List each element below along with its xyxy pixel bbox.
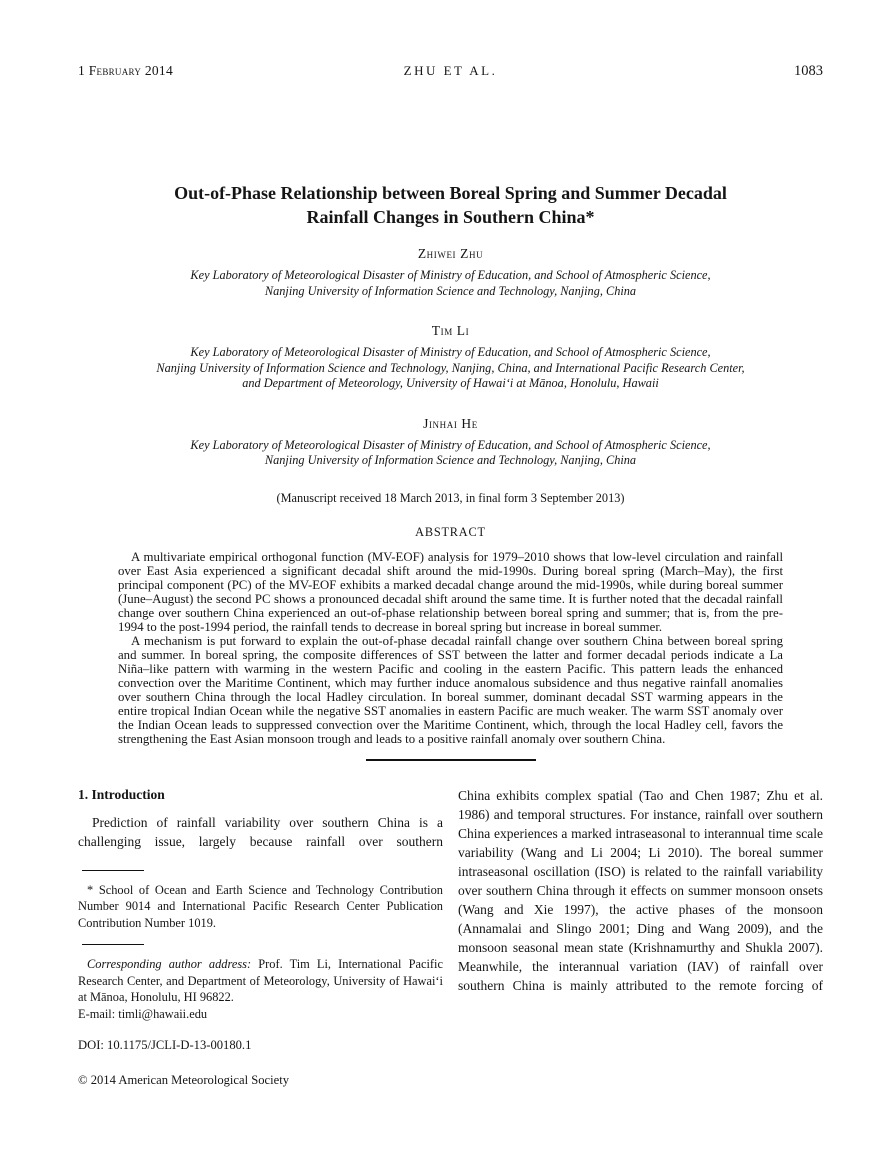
abstract-body (118, 550, 783, 746)
affiliation-line: Nanjing University of Information Science and Technology, Nanjing, China (264, 283, 637, 298)
author-affiliation-li (78, 345, 823, 392)
affiliation-line: and Department of Meteorology, University of Hawai‘i at Mānoa, Honolulu, Hawaii (242, 376, 659, 390)
footnote-rule-1 (82, 870, 144, 871)
affiliation-line: Key Laboratory of Meteorological Disaster of Ministry of Education, and School of Atmospheric Science, (190, 268, 711, 282)
author-affiliation-he (78, 438, 823, 469)
author-name-li: Tim Li (431, 323, 470, 338)
article-body-columns (78, 786, 823, 1089)
author-name-he: Jinhai He (423, 415, 478, 431)
abstract-divider (366, 759, 536, 761)
section-heading-introduction: 1. Introduction (78, 786, 165, 802)
affiliation-line: Nanjing University of Information Science and Technology, Nanjing, China (264, 453, 637, 467)
affiliation-line: Key Laboratory of Meteorological Disaster of Ministry of Education, and School of Atmospheric Science, (190, 345, 711, 359)
contribution-footnote: * School of Ocean and Earth Science and Technology Contribution Number 9014 and International Pacific Research Center Publication Contribution Number 1019. (78, 882, 443, 930)
corresponding-author-label: Corresponding author address: (87, 957, 252, 971)
affiliation-line: Nanjing University of Information Science and Technology, Nanjing, China, and International Pacific Research Center, (156, 360, 745, 375)
article-title-line-2: Rainfall Changes in Southern China* (306, 207, 595, 227)
left-column (78, 786, 443, 1089)
abstract-paragraph-2: A mechanism is put forward to explain the out-of-phase decadal rainfall change over southern China between boreal spring and summer. In boreal spring, the composite differences of SST between the latter and former decadal periods indicate a La Niña–like pattern with warming in the western Pacific and cooling in the eastern Pacific. This pattern leads the enhanced convection over the Maritime Continent, which may further induce anomalous subsidence and thus negative rainfall anomalies over southern China through the local Hadley circulation. In boreal summer, dominant decadal SST warming appears in the entire tropical Indian Ocean while the negative SST anomalies in eastern Pacific are much weaker. The warm SST anomaly over the Indian Ocean leads to suppressed convection over the Maritime Continent, which, through the local Hadley cell, favors the strengthening the East Asian monsoon trough and leads to a positive rainfall anomaly over southern China. (118, 633, 783, 746)
page-number: 1083 (794, 63, 823, 79)
footnote-rule-2 (82, 944, 144, 945)
article-title-line-1: Out-of-Phase Relationship between Boreal Spring and Summer Decadal (174, 183, 727, 203)
right-column (458, 786, 823, 1089)
article-title (78, 181, 823, 229)
journal-header (78, 63, 823, 79)
copyright-line: © 2014 American Meteorological Society (78, 1073, 290, 1087)
running-title: ZHU ET AL. (403, 63, 498, 78)
right-column-paragraph: China exhibits complex spatial (Tao and Chen 1987; Zhu et al. 1986) and temporal structures. For instance, rainfall over southern China experiences a marked intraseasonal to interannual time scale variability (Wang and Li 2004; Li 2010). The boreal summer intraseasonal oscillation (ISO) is related to the rainfall variability over southern China through it effects on summer monsoon onsets (Wang and Xie 1997), the active phases of the monsoon (Annamalai and Slingo 2001; Ding and Wang 2009), and the monsoon seasonal mean state (Krishnamurthy and Shukla 2007). Meanwhile, the interannual variation (IAV) of rainfall over southern China is mainly attributed to the remote forcing of (458, 787, 823, 993)
intro-paragraph: Prediction of rainfall variability over southern China is a challenging issue, largely because rainfall over southern (78, 814, 443, 849)
header-date: 1 February 2014 (78, 63, 174, 78)
email-line: E-mail: timli@hawaii.edu (78, 1006, 208, 1021)
abstract-heading: ABSTRACT (415, 524, 486, 539)
author-affiliation-zhu (78, 268, 823, 299)
abstract-paragraph-1: A multivariate empirical orthogonal function (MV-EOF) analysis for 1979–2010 shows that low-level circulation and rainfall over East Asia experienced a significant decadal shift around the mid-1990s. During boreal spring (March–May), the first principal component (PC) of the MV-EOF exhibits a marked decadal change around the mid-1990s, while during boreal summer (June–August) the second PC shows a pronounced decadal shift around the same time. It is further noted that the decadal rainfall change over southern China experienced an out-of-phase relationship between boreal spring and summer; that is, from the pre-1994 to the post-1994 period, the rainfall tends to decrease in boreal spring but increase in boreal summer. (118, 549, 783, 634)
author-name-zhu: Zhiwei Zhu (417, 246, 484, 261)
affiliation-line: Key Laboratory of Meteorological Disaster of Ministry of Education, and School of Atmospheric Science, (190, 437, 711, 452)
doi-line: DOI: 10.1175/JCLI-D-13-00180.1 (78, 1038, 252, 1052)
corresponding-author-text: Prof. Tim Li, International Pacific Research Center, and Department of Meteorology, University of Hawai‘i at Mānoa, Honolulu, HI 96822. (78, 957, 443, 1004)
manuscript-note: (Manuscript received 18 March 2013, in final form 3 September 2013) (276, 490, 625, 505)
corresponding-author-note (78, 956, 443, 1006)
